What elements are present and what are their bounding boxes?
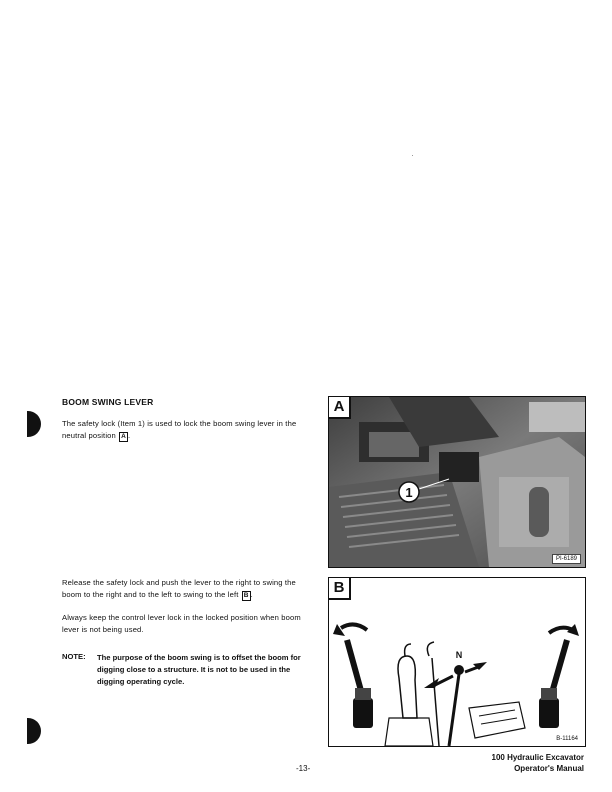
figure-b-ref: B-11164: [556, 736, 578, 742]
page-number: -13-: [296, 764, 311, 773]
figure-b-letter: B: [329, 578, 351, 600]
figure-b-diagram: [328, 577, 586, 747]
manual-title-line2: Operator's Manual: [514, 764, 584, 773]
margin-tab-mark: [27, 411, 41, 437]
photo-illustration: [329, 397, 585, 567]
paragraph-text: The safety lock (Item 1) is used to lock the boom swing lever in the neutral position: [62, 419, 297, 440]
figure-ref-a: A: [121, 433, 127, 440]
neutral-label: N: [455, 650, 463, 660]
manual-title: [440, 752, 584, 774]
figure-a-letter: A: [329, 397, 351, 419]
paragraph-safety-lock: [62, 418, 314, 442]
paragraph-end: .: [250, 590, 253, 599]
figure-a-ref: PI-6189: [552, 554, 581, 564]
paragraph-control-lock: Always keep the control lever lock in the locked position when boom lever is not being used.: [62, 613, 301, 634]
paragraph-release-lock: [62, 577, 314, 601]
note-text: The purpose of the boom swing is to offset the boom for digging close to a structure. It is not to be used in the digging operating cycle.: [97, 653, 301, 686]
callout-1: 1: [405, 485, 413, 500]
scan-speck: [412, 155, 413, 156]
margin-tab-mark: [27, 718, 41, 744]
paragraph-text: Release the safety lock and push the lever to the right to swing the boom to the right and to the left to swing to the left: [62, 578, 296, 599]
paragraph-end: .: [128, 431, 131, 440]
manual-title-line1: 100 Hydraulic Excavator: [491, 753, 584, 762]
swing-diagram: [329, 578, 585, 746]
note-label: NOTE:: [62, 652, 86, 661]
figure-a-photo: [328, 396, 586, 568]
figure-ref-b: B: [243, 592, 249, 599]
section-heading: BOOM SWING LEVER: [62, 397, 154, 407]
